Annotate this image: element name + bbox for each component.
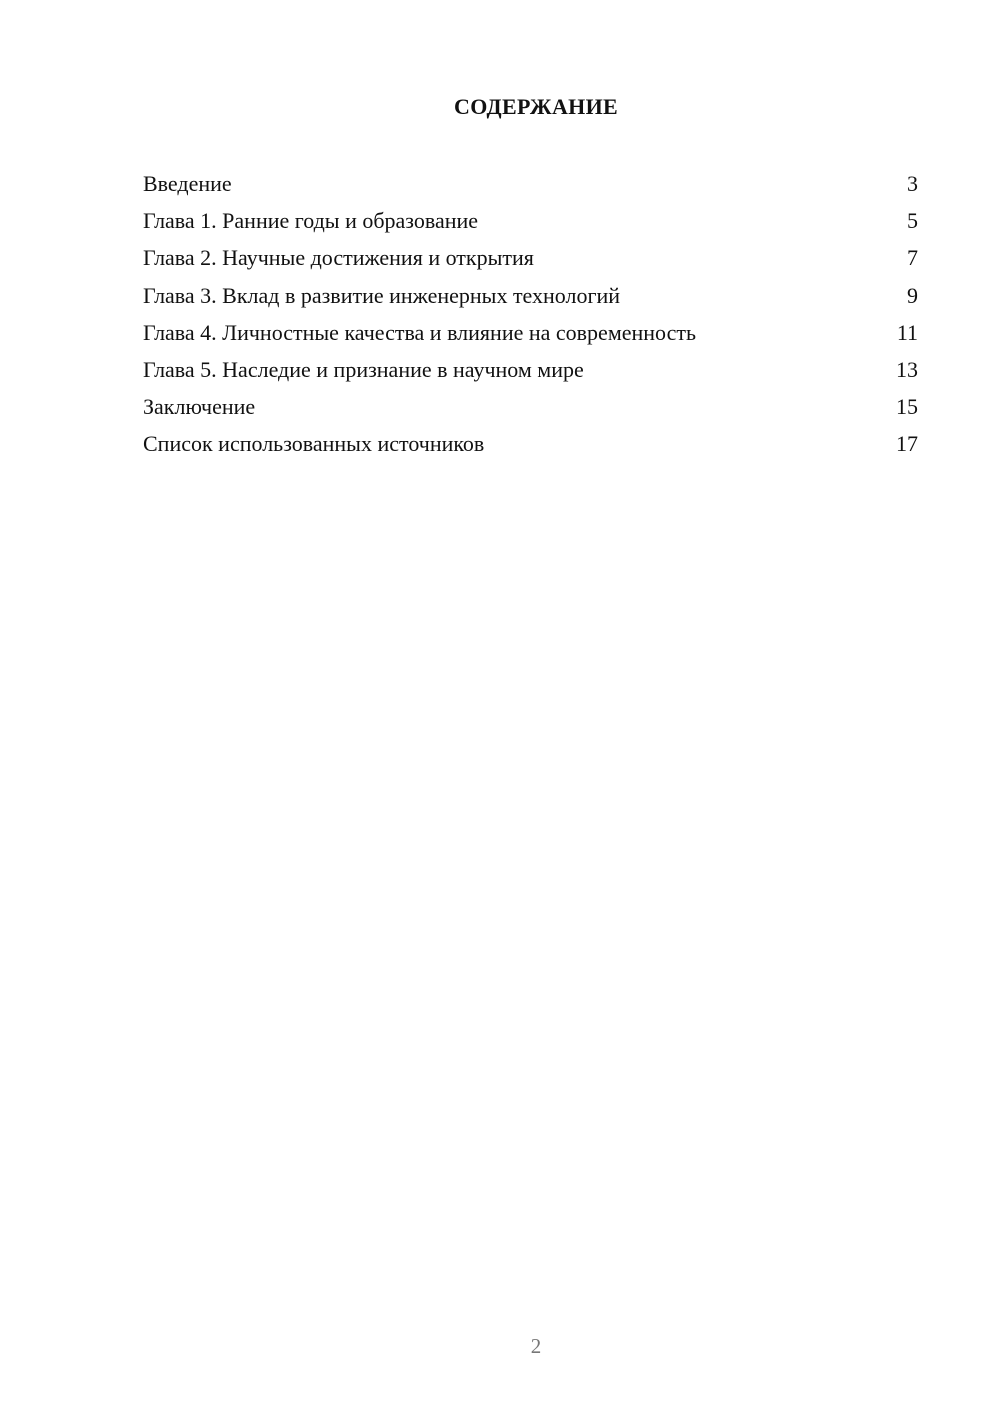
page-title: СОДЕРЖАНИЕ <box>454 94 618 119</box>
toc-entry <box>143 205 918 242</box>
toc-entry <box>143 280 918 317</box>
toc-entry <box>143 242 918 279</box>
toc-entry-label: Глава 4. Личностные качества и влияние на современность <box>143 319 697 345</box>
toc-entry-label: Введение <box>143 171 232 196</box>
toc-entry-page: 9 <box>907 282 918 308</box>
toc-entry <box>143 354 918 391</box>
toc-entry <box>143 317 918 354</box>
toc-entry-label: Глава 2. Научные достижения и открытия <box>143 245 534 271</box>
toc-entry-page: 3 <box>907 171 918 196</box>
toc-entry <box>143 428 918 465</box>
toc-entry <box>143 391 918 428</box>
toc-entry <box>143 168 918 205</box>
toc-entry-page: 13 <box>896 356 918 382</box>
toc-entry-label: Список использованных источников <box>143 431 485 457</box>
toc-entry-label: Глава 5. Наследие и признание в научном мире <box>143 356 584 382</box>
toc-entry-page: 7 <box>907 245 918 271</box>
page-number: 2 <box>530 1334 542 1358</box>
toc-entry-label: Заключение <box>143 394 256 420</box>
toc-entry-page: 11 <box>896 319 918 345</box>
toc-entry-page: 17 <box>896 431 918 457</box>
toc-entry-page: 5 <box>907 208 918 234</box>
toc-entry-label: Глава 1. Ранние годы и образование <box>143 208 479 234</box>
toc-entry-label: Глава 3. Вклад в развитие инженерных технологий <box>143 282 621 308</box>
table-of-contents <box>143 168 918 466</box>
toc-entry-page: 15 <box>896 394 918 420</box>
